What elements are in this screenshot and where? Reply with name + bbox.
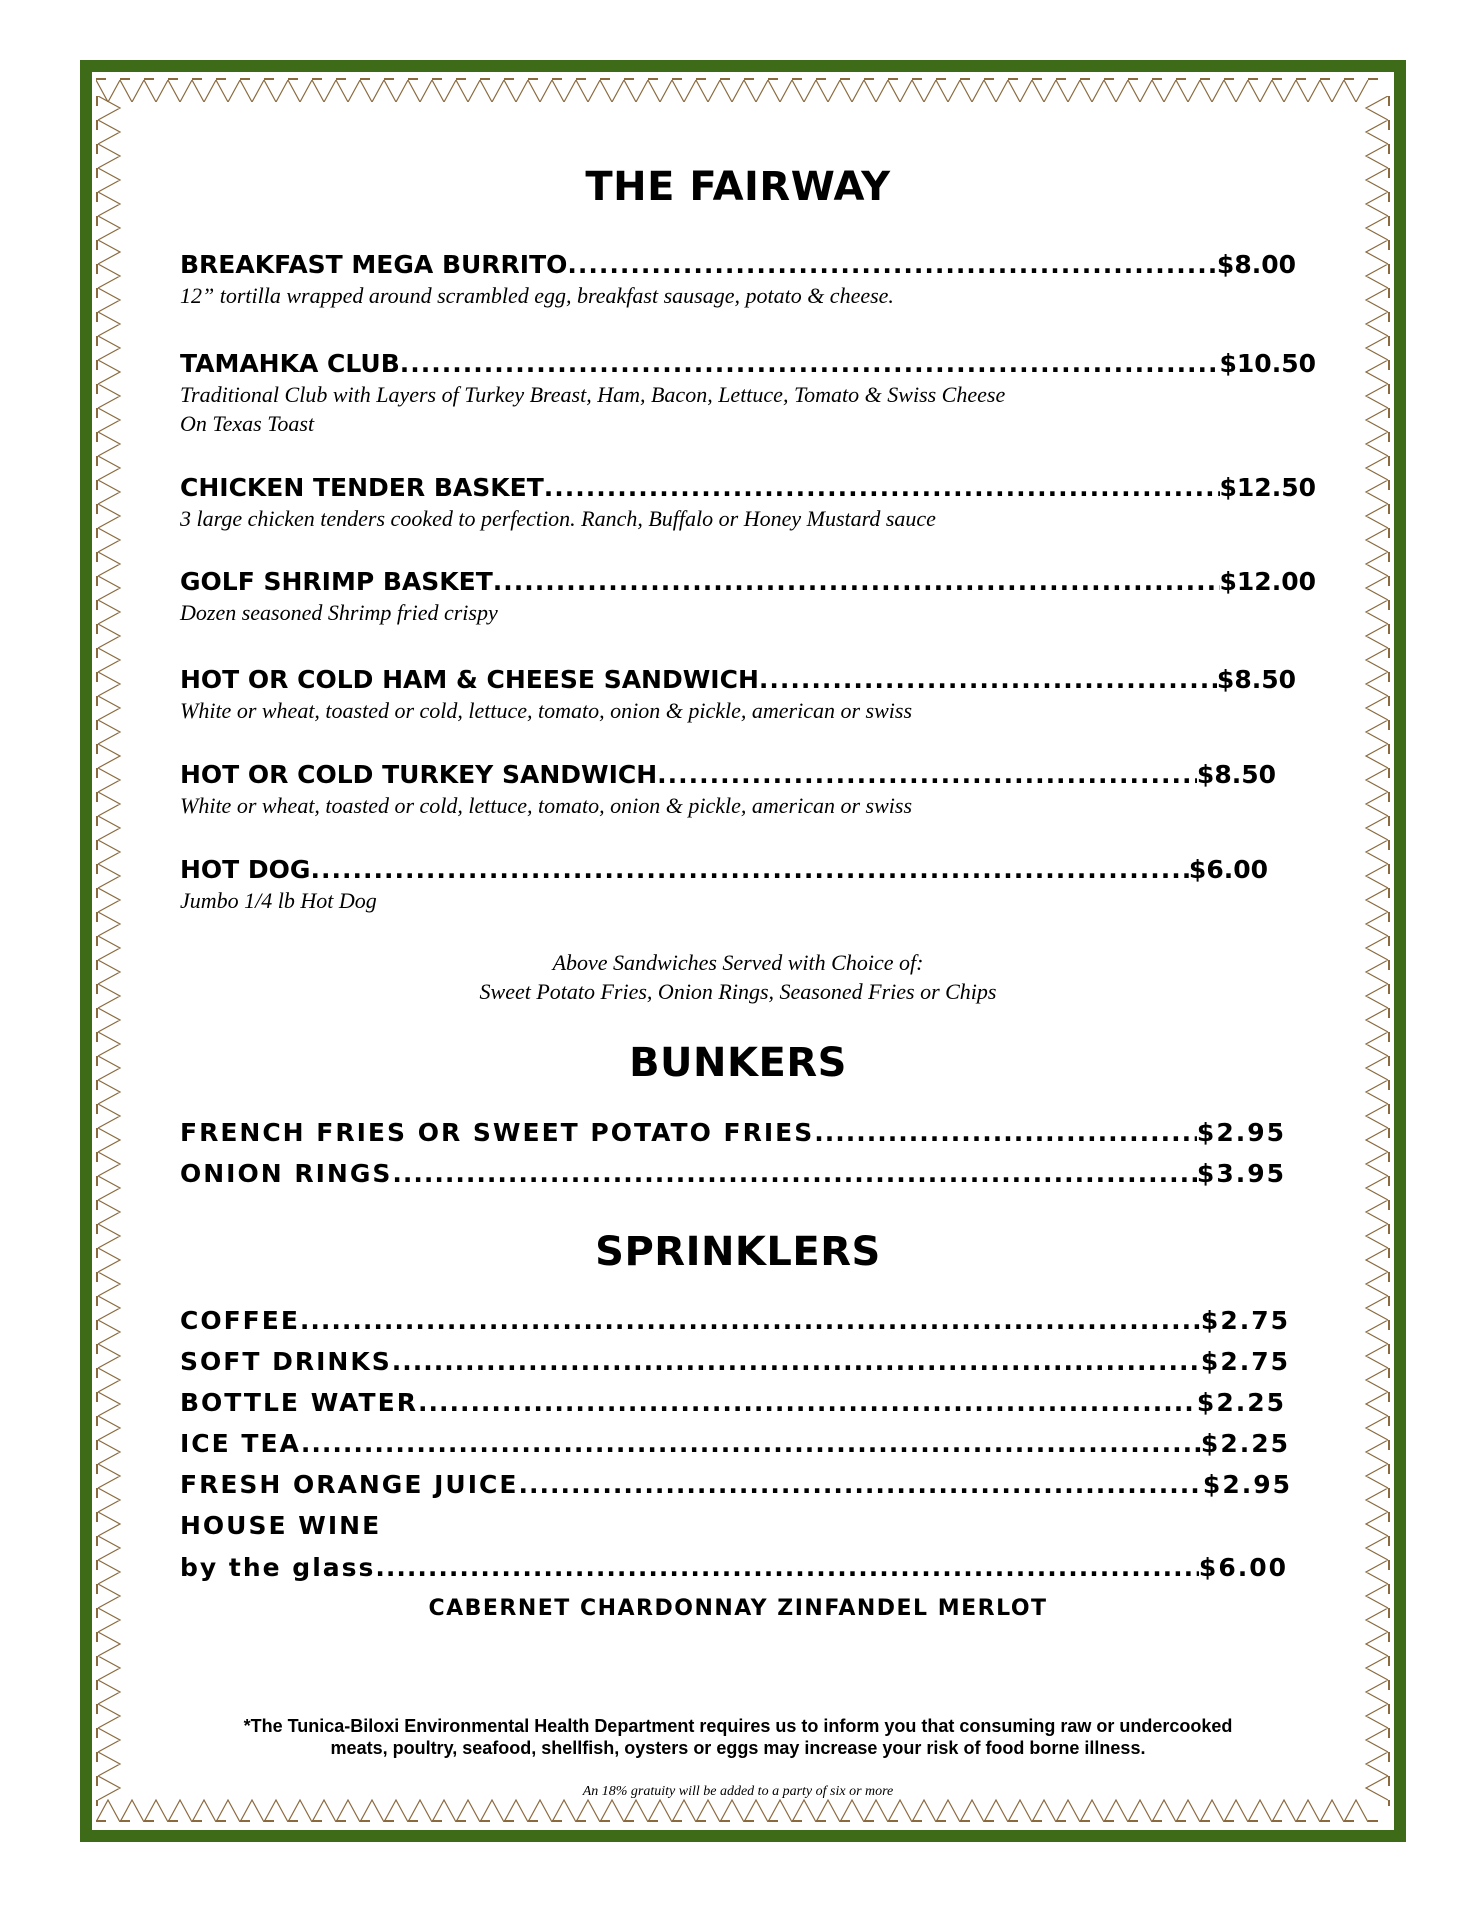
menu-item-ice-tea [180, 1429, 1290, 1458]
item-price: $2.25 [1200, 1429, 1290, 1458]
item-price: $2.75 [1200, 1306, 1290, 1335]
menu-item-soft-drinks [180, 1347, 1290, 1376]
leader-dots [392, 1347, 1201, 1376]
menu-item-turkey-sandwich [180, 760, 1276, 820]
menu-item-bottle-water [180, 1388, 1286, 1417]
item-name: BREAKFAST MEGA BURRITO [180, 250, 568, 279]
item-name: FRENCH FRIES OR SWEET POTATO FRIES [180, 1118, 815, 1147]
item-price: $2.95 [1196, 1118, 1286, 1147]
menu-item-coffee [180, 1306, 1290, 1335]
zigzag-border-right [1364, 96, 1390, 1806]
menu-item-chicken-tender-basket [180, 473, 1316, 533]
item-price: $10.50 [1219, 349, 1316, 378]
leader-dots [493, 567, 1220, 596]
leader-dots [567, 250, 1217, 279]
zigzag-line [1366, 96, 1388, 1800]
leader-dots [301, 1429, 1201, 1458]
item-price: $6.00 [1188, 855, 1268, 884]
menu-item-onion-rings [180, 1159, 1286, 1188]
item-name: HOT DOG [180, 855, 311, 884]
item-description: White or wheat, toasted or cold, lettuce, tomato, onion & pickle, american or swiss [180, 793, 913, 818]
item-name: HOT OR COLD HAM & CHEESE SANDWICH [180, 665, 759, 694]
item-name: HOT OR COLD TURKEY SANDWICH [180, 760, 658, 789]
item-price: $6.00 [1198, 1553, 1288, 1582]
item-name: COFFEE [180, 1306, 300, 1335]
item-description: Traditional Club with Layers of Turkey Breast, Ham, Bacon, Lettuce, Tomato & Swiss Cheese [180, 382, 1006, 407]
leader-dots [544, 473, 1220, 502]
menu-item-tamahka-club [180, 349, 1316, 438]
menu-item-golf-shrimp-basket [180, 567, 1316, 627]
item-price: $2.75 [1200, 1347, 1290, 1376]
item-name: HOUSE WINE [180, 1511, 382, 1540]
item-price: $8.50 [1216, 665, 1296, 694]
menu-item-hot-dog [180, 855, 1268, 915]
item-name: SOFT DRINKS [180, 1347, 392, 1376]
item-name: ICE TEA [180, 1429, 301, 1458]
item-name: GOLF SHRIMP BASKET [180, 567, 493, 596]
leader-dots [759, 665, 1217, 694]
section-title-bunkers: BUNKERS [629, 1040, 847, 1086]
menu-item-wine-by-glass [180, 1553, 1288, 1582]
section-title-fairway: THE FAIRWAY [585, 164, 891, 210]
leader-dots [518, 1470, 1202, 1499]
item-price: $12.50 [1219, 473, 1316, 502]
leader-dots [375, 1553, 1199, 1582]
item-description: Dozen seasoned Shrimp fried crispy [180, 600, 498, 625]
sides-note-line2: Sweet Potato Fries, Onion Rings, Seasoned Fries or Chips [479, 979, 997, 1004]
zigzag-border-bottom [96, 1798, 1390, 1822]
section-title-sprinklers: SPRINKLERS [595, 1229, 881, 1275]
zigzag-line [96, 80, 1368, 102]
leader-dots [400, 349, 1220, 378]
leader-dots [392, 1159, 1197, 1188]
zigzag-border-top [96, 78, 1390, 102]
item-name: by the glass [180, 1553, 376, 1582]
item-description: 12” tortilla wrapped around scrambled egg, breakfast sausage, potato & cheese. [180, 283, 894, 308]
item-price: $2.25 [1196, 1388, 1286, 1417]
zigzag-border-left [96, 96, 122, 1806]
item-price: $3.95 [1196, 1159, 1286, 1188]
menu-item-house-wine [180, 1511, 1296, 1540]
leader-dots [418, 1388, 1197, 1417]
menu-item-breakfast-burrito [180, 250, 1296, 310]
menu-item-ham-cheese-sandwich [180, 665, 1296, 725]
sides-note-line1: Above Sandwiches Served with Choice of: [552, 950, 924, 975]
zigzag-line [98, 96, 120, 1800]
item-name: ONION RINGS [180, 1159, 393, 1188]
item-price: $8.50 [1196, 760, 1276, 789]
health-notice-line2: meats, poultry, seafood, shellfish, oysters or eggs may increase your risk of food borne illness. [330, 1738, 1146, 1758]
item-name: CHICKEN TENDER BASKET [180, 473, 544, 502]
leader-dots [310, 855, 1188, 884]
item-price: $2.95 [1202, 1470, 1292, 1499]
wine-varieties: CABERNET CHARDONNAY ZINFANDEL MERLOT [428, 1596, 1048, 1621]
item-description: White or wheat, toasted or cold, lettuce, tomato, onion & pickle, american or swiss [180, 698, 913, 723]
item-description: 3 large chicken tenders cooked to perfection. Ranch, Buffalo or Honey Mustard sauce [180, 506, 936, 531]
gratuity-note: An 18% gratuity will be added to a party of six or more [582, 1784, 894, 1799]
item-name: FRESH ORANGE JUICE [180, 1470, 519, 1499]
item-price: $8.00 [1216, 250, 1296, 279]
menu-item-fries [180, 1118, 1286, 1147]
item-description-line2: On Texas Toast [180, 411, 315, 436]
item-name: BOTTLE WATER [180, 1388, 418, 1417]
health-notice-line1: *The Tunica-Biloxi Environmental Health Department requires us to inform you that consuming raw or undercooked [243, 1716, 1233, 1736]
leader-dots [300, 1306, 1201, 1335]
leader-dots [657, 760, 1197, 789]
zigzag-line [96, 1800, 1368, 1822]
item-description: Jumbo 1/4 lb Hot Dog [180, 888, 377, 913]
item-name: TAMAHKA CLUB [180, 349, 400, 378]
item-price: $12.00 [1219, 567, 1316, 596]
leader-dots [814, 1118, 1197, 1147]
menu-item-orange-juice [180, 1470, 1292, 1499]
